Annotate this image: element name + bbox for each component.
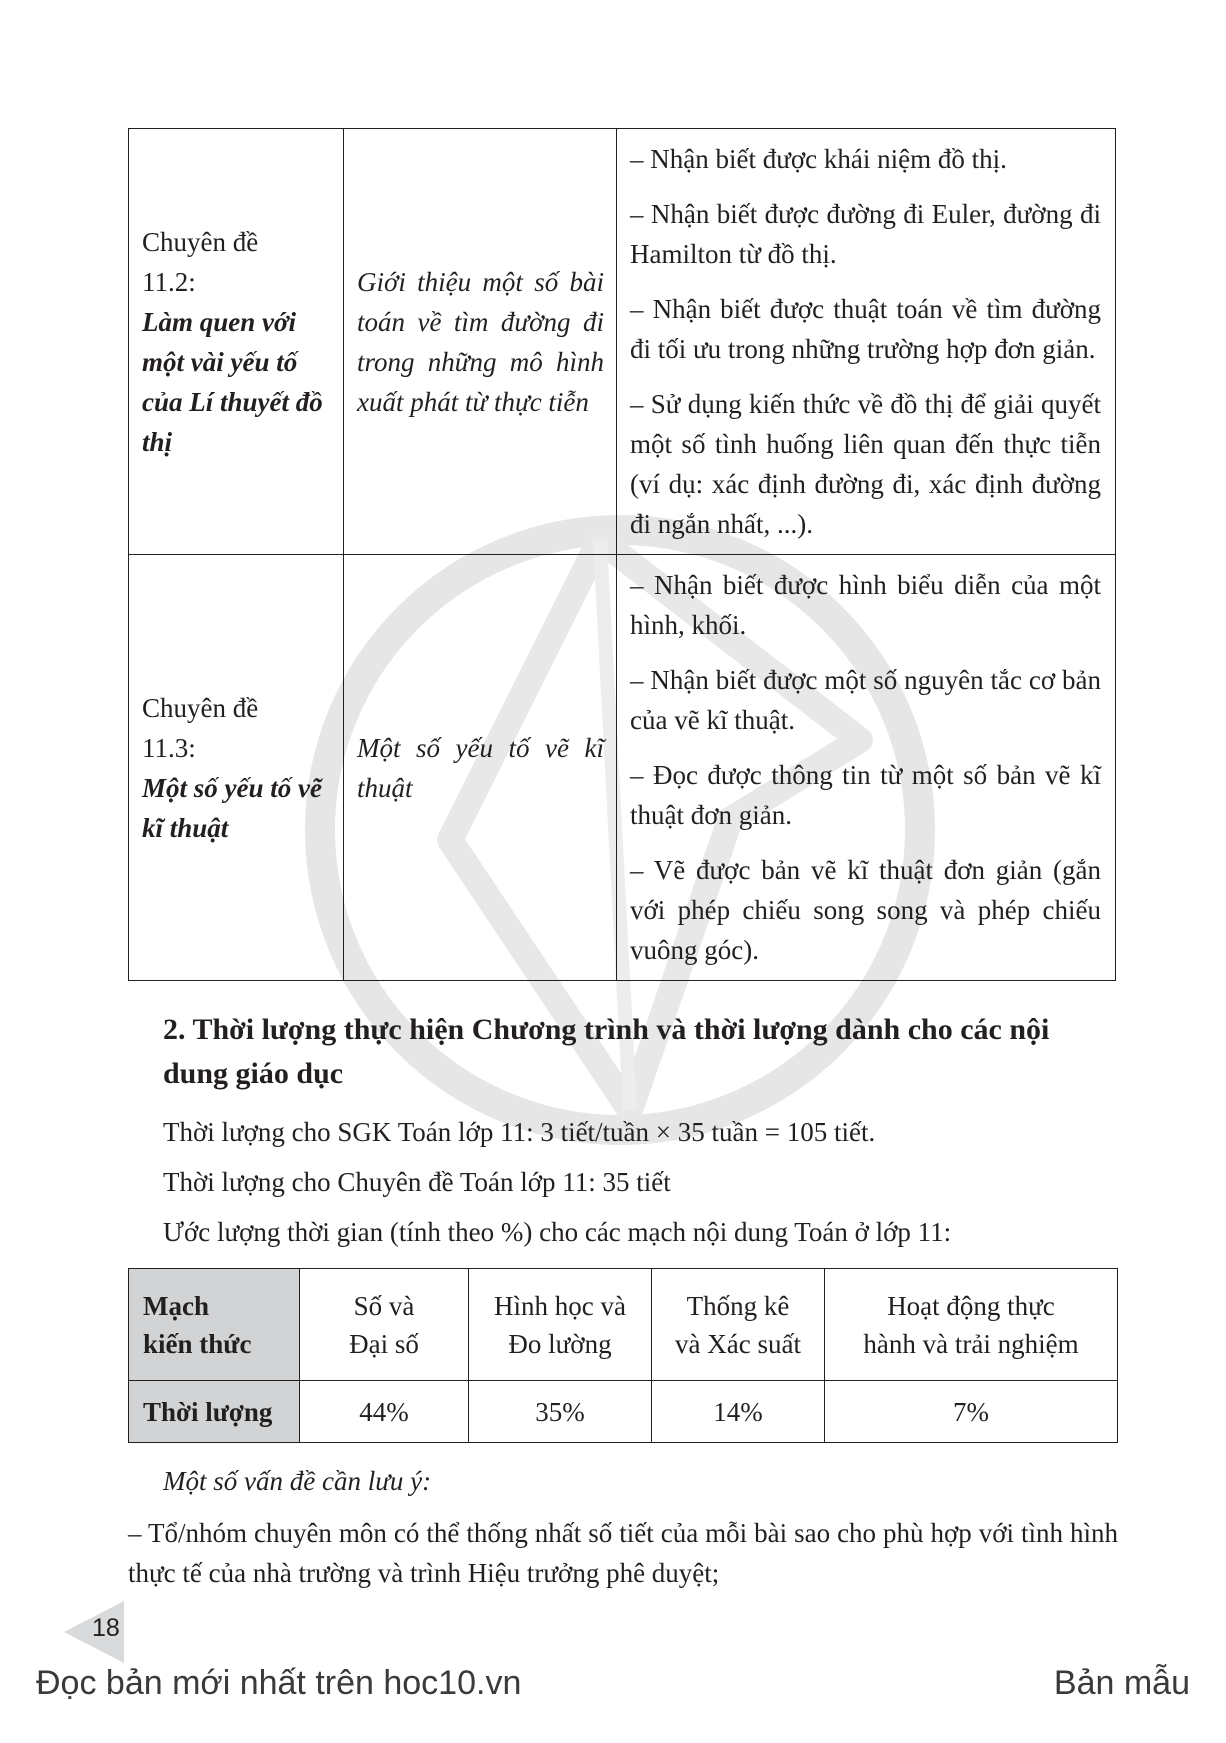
column-header bbox=[825, 1269, 1118, 1381]
table-row bbox=[129, 1269, 1118, 1381]
column-header bbox=[469, 1269, 652, 1381]
topic-label: Chuyên đề bbox=[142, 692, 259, 723]
value-cell: 35% bbox=[469, 1381, 652, 1443]
requirements-cell bbox=[617, 129, 1116, 555]
row-label: Thời lượng bbox=[129, 1381, 300, 1443]
requirement-item: – Nhận biết được thuật toán về tìm đường đi tối ưu trong những trường hợp đơn giản. bbox=[630, 294, 1101, 364]
header-label-line: kiến thức bbox=[143, 1328, 252, 1359]
paragraph-line: Ước lượng thời gian (tính theo %) cho các mạch nội dung Toán ở lớp 11: bbox=[163, 1217, 952, 1247]
requirement-item: – Vẽ được bản vẽ kĩ thuật đơn giản (gắn với phép chiếu song song và phép chiếu vuông góc). bbox=[630, 855, 1101, 965]
value-cell: 14% bbox=[652, 1381, 825, 1443]
content-cell: Một số yếu tố vẽ kĩ thuật bbox=[344, 555, 617, 981]
section-heading: 2. Thời lượng thực hiện Chương trình và thời lượng dành cho các nội dung giáo dục bbox=[163, 1013, 1050, 1090]
page-number: 18 bbox=[92, 1614, 120, 1642]
time-allocation-table bbox=[128, 1268, 1118, 1443]
requirements-cell bbox=[617, 555, 1116, 981]
content-cell: Giới thiệu một số bài toán về tìm đường đi trong những mô hình xuất phát từ thực tiễn bbox=[344, 129, 617, 555]
table-row bbox=[129, 555, 1116, 981]
footer-sample-label: Bản mẫu bbox=[1053, 1664, 1190, 1702]
topic-name: Một số yếu tố vẽ kĩ thuật bbox=[142, 772, 322, 843]
topic-cell bbox=[129, 129, 344, 555]
column-header-line: Đại số bbox=[349, 1328, 419, 1359]
topic-code: 11.2: bbox=[142, 266, 196, 297]
requirement-item: – Nhận biết được khái niệm đồ thị. bbox=[630, 144, 1007, 174]
notes-title: Một số vấn đề cần lưu ý: bbox=[163, 1466, 432, 1496]
column-header bbox=[652, 1269, 825, 1381]
requirement-item: – Nhận biết được hình biểu diễn của một hình, khối. bbox=[630, 570, 1101, 640]
topic-cell bbox=[129, 555, 344, 981]
header-label-line: Mạch bbox=[143, 1290, 209, 1321]
value-cell: 7% bbox=[825, 1381, 1118, 1443]
column-header-line: hành và trải nghiệm bbox=[863, 1328, 1079, 1359]
column-header-line: Đo lường bbox=[508, 1328, 612, 1359]
column-header-line: Hình học và bbox=[494, 1290, 626, 1321]
requirement-item: – Nhận biết được đường đi Euler, đường đi Hamilton từ đồ thị. bbox=[630, 199, 1101, 269]
column-header-line: Số và bbox=[353, 1290, 415, 1321]
requirement-item: – Sử dụng kiến thức về đồ thị để giải quyết một số tình huống liên quan đến thực tiễn (ví dụ: xác định đường đi, xác định đường đi ngắn nhất, ...). bbox=[630, 389, 1101, 539]
table-row bbox=[129, 1381, 1118, 1443]
topic-code: 11.3: bbox=[142, 732, 196, 763]
note-bullet: – Tổ/nhóm chuyên môn có thể thống nhất số tiết của mỗi bài sao cho phù hợp với tình hình thực tế của nhà trường và trình Hiệu trưởng phê duyệt; bbox=[128, 1518, 1118, 1588]
requirement-item: – Nhận biết được một số nguyên tắc cơ bản của vẽ kĩ thuật. bbox=[630, 665, 1101, 735]
column-header-line: và Xác suất bbox=[675, 1328, 801, 1359]
column-header bbox=[300, 1269, 469, 1381]
table-row bbox=[129, 129, 1116, 555]
column-header-line: Thống kê bbox=[686, 1290, 790, 1321]
value-cell: 44% bbox=[300, 1381, 469, 1443]
paragraph-line: Thời lượng cho Chuyên đề Toán lớp 11: 35 tiết bbox=[163, 1167, 671, 1197]
footer-link-text: Đọc bản mới nhất trên hoc10.vn bbox=[36, 1664, 522, 1702]
requirement-item: – Đọc được thông tin từ một số bản vẽ kĩ thuật đơn giản. bbox=[630, 760, 1101, 830]
topic-requirements-table bbox=[128, 128, 1116, 981]
column-header-line: Hoạt động thực bbox=[887, 1290, 1055, 1321]
topic-label: Chuyên đề bbox=[142, 226, 259, 257]
header-cell bbox=[129, 1269, 300, 1381]
topic-name: Làm quen với một vài yếu tố của Lí thuyết đồ thị bbox=[142, 306, 323, 457]
paragraph-line: Thời lượng cho SGK Toán lớp 11: 3 tiết/tuần × 35 tuần = 105 tiết. bbox=[163, 1117, 876, 1147]
